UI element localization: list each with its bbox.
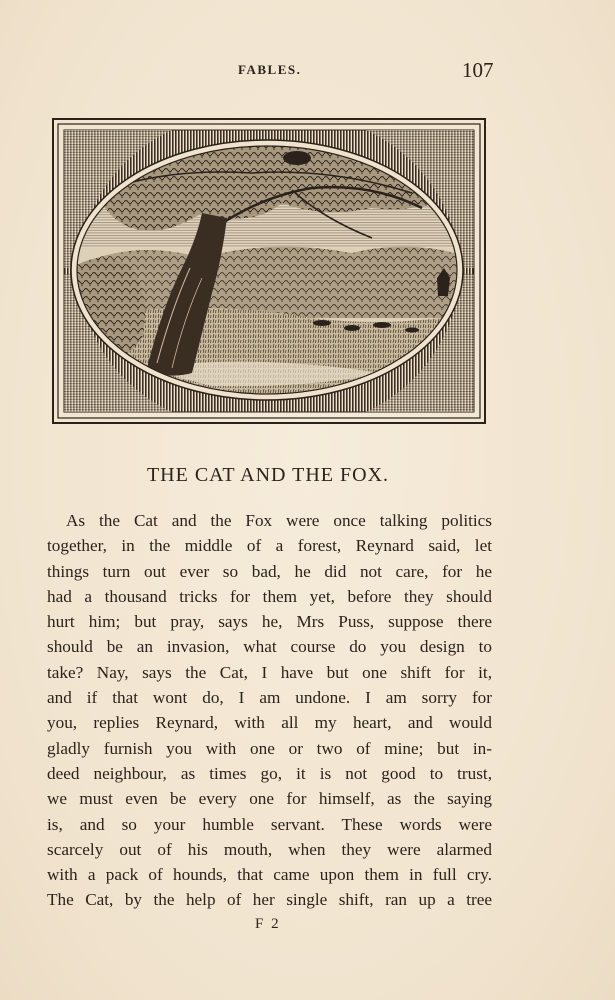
page-number: 107: [462, 58, 494, 82]
fable-title: THE CAT AND THE FOX.: [146, 464, 390, 486]
text-line: had a thousand tricks for them yet, before they should: [47, 586, 492, 606]
running-title: FABLES.: [238, 62, 302, 77]
text-line: and if that wont do, I am undone. I am sorry for: [47, 688, 492, 708]
text-line: deed neighbour, as times go, it is not good to trust,: [47, 763, 492, 783]
text-line: gladly furnish you with one or two of mine; but in-: [47, 738, 492, 758]
fable-text: [47, 508, 492, 913]
signature-mark: F 2: [255, 916, 281, 932]
text-line: The Cat, by the help of her single shift, ran up a tree: [47, 890, 492, 910]
text-line: take? Nay, says the Cat, I have but one shift for it,: [47, 662, 492, 682]
text-line: scarcely out of his mouth, when they were alarmed: [47, 839, 492, 859]
text-line: you, replies Reynard, with all my heart, and would: [47, 713, 492, 733]
text-line: is, and so your humble servant. These words were: [47, 814, 492, 834]
text-line: As the Cat and the Fox were once talking politics: [66, 511, 492, 530]
text-line: should be an invasion, what course do you design to: [47, 637, 492, 657]
running-head: [0, 60, 615, 84]
text-line: together, in the middle of a forest, Reynard said, let: [47, 536, 492, 556]
text-line: with a pack of hounds, that came upon them in full cry.: [47, 865, 492, 885]
text-line: we must even be every one for himself, as the saying: [47, 789, 492, 809]
text-line: things turn out ever so bad, he did not care, for he: [47, 561, 492, 581]
woodcut-engraving-icon: [52, 118, 486, 424]
text-line: hurt him; but pray, says he, Mrs Puss, suppose there: [47, 612, 492, 632]
